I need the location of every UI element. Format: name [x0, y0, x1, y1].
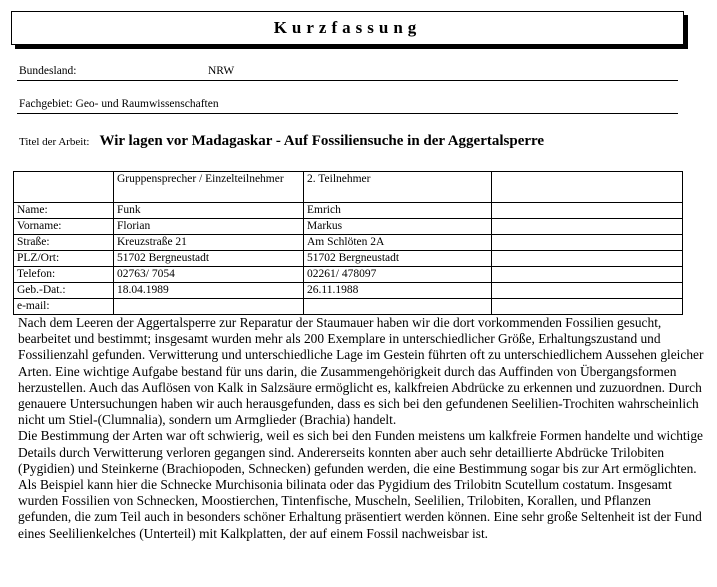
titel-label: Titel der Arbeit:: [19, 136, 90, 148]
table-row: [14, 203, 683, 219]
row-label: Name:: [14, 203, 114, 219]
participant1-value: 18.04.1989: [114, 283, 304, 299]
row-label: Straße:: [14, 235, 114, 251]
participant1-value: Florian: [114, 219, 304, 235]
empty-cell: [492, 267, 683, 283]
empty-cell: [492, 299, 683, 315]
page-title: Kurzfassung: [273, 18, 422, 37]
participant2-value: Am Schlöten 2A: [304, 235, 492, 251]
titel-value: Wir lagen vor Madagaskar - Auf Fossiliensuche in der Aggertalsperre: [99, 133, 545, 149]
table-row: [14, 267, 683, 283]
participant1-value: 02763/ 7054: [114, 267, 304, 283]
participant2-value: Emrich: [304, 203, 492, 219]
participant2-value: 26.11.1988: [304, 283, 492, 299]
table-row: [14, 299, 683, 315]
participant-table: [13, 171, 683, 315]
bundesland-value: NRW: [208, 65, 235, 77]
summary-paragraph: Die Bestimmung der Arten war oft schwierig, weil es sich bei den Funden meistens um kalkfreie Formen handelte und wichtige Details durch Verwitterung verloren gegangen sind. Andererseits konnten aber auch sehr detaillierte Abdrücke Trilobiten (Pygidien) und Steinkerne (Brachiopoden, Schnecken) gefunden werden, die eine Bestimmung sogar bis zur Art ermöglichten. Als Beispiel kann hier die Schnecke Murchisonia bilinata oder das Pygidium des Trilobitn Scutellum costatum. Insgesamt wurden Fossilien von Schnecken, Moostierchen, Tintenfische, Muscheln, Seelilien, Trilobiten, Korallen, und Pflanzen gefunden, die zum Teil auch in besonders schöner Erhaltung präsentiert werden können. Eine sehr große Seltenheit ist der Fund eines Seelilienkelches (Unterteil) mit Kalkplatten, der auf einem Fossil nachweisbar ist.: [18, 428, 703, 541]
participant1-value: [114, 299, 304, 315]
participant2-value: [304, 299, 492, 315]
field-bundesland: [17, 64, 678, 81]
table-row: [14, 235, 683, 251]
bundesland-label: Bundesland:: [19, 65, 77, 77]
summary-paragraph: Nach dem Leeren der Aggertalsperre zur Reparatur der Staumauer haben wir die dort vorkommenden Fossilien gesucht, bearbeitet und bestimmt; insgesamt wurden mehr als 200 Exemplare in unterschiedlicher Größe, Erhaltungszustand und Fossilienzahl gefunden. Verwitterung und unterschiedliche Lage im Gestein führten oft zu unterschiedlichem Aussehen gleicher Arten. Eine wichtige Aufgabe bestand für uns darin, die Zusammengehörigkeit durch das Auffinden von Übergangsformen herzustellen. Auch das Auflösen von Kalk in Salzsäure ermöglicht es, kalkfreien Abdrücke zu erkennen und zuzuordnen. Durch genauere Untersuchungen haben wir auch herausgefunden, dass es sich bei den gefundenen Seelilien-Trochiten wahrscheinlich nicht um Stiel-(Clumnalia), sondern um Armglieder (Brachia) handelt.: [18, 315, 704, 428]
fachgebiet-label: Fachgebiet: Geo- und Raumwissenschaften: [19, 98, 219, 110]
row-label: Telefon:: [14, 267, 114, 283]
table-header-row: [14, 172, 683, 203]
empty-cell: [492, 283, 683, 299]
table-row: [14, 283, 683, 299]
participant1-value: Funk: [114, 203, 304, 219]
table-header-cell: Gruppensprecher / Einzelteilnehmer: [114, 172, 304, 203]
participant1-value: Kreuzstraße 21: [114, 235, 304, 251]
row-label: PLZ/Ort:: [14, 251, 114, 267]
table-row: [14, 251, 683, 267]
field-fachgebiet: [17, 97, 678, 114]
participant2-value: 51702 Bergneustadt: [304, 251, 492, 267]
field-titel: [19, 132, 544, 150]
empty-cell: [492, 251, 683, 267]
empty-cell: [492, 235, 683, 251]
participant1-value: 51702 Bergneustadt: [114, 251, 304, 267]
table-header-cell: 2. Teilnehmer: [304, 172, 492, 203]
title-box: [11, 11, 684, 45]
table-header-cell: [14, 172, 114, 203]
row-label: e-mail:: [14, 299, 114, 315]
participant2-value: Markus: [304, 219, 492, 235]
row-label: Geb.-Dat.:: [14, 283, 114, 299]
empty-cell: [492, 203, 683, 219]
participant2-value: 02261/ 478097: [304, 267, 492, 283]
row-label: Vorname:: [14, 219, 114, 235]
table-row: [14, 219, 683, 235]
summary-text: [18, 315, 704, 542]
empty-cell: [492, 219, 683, 235]
table-header-cell: [492, 172, 683, 203]
